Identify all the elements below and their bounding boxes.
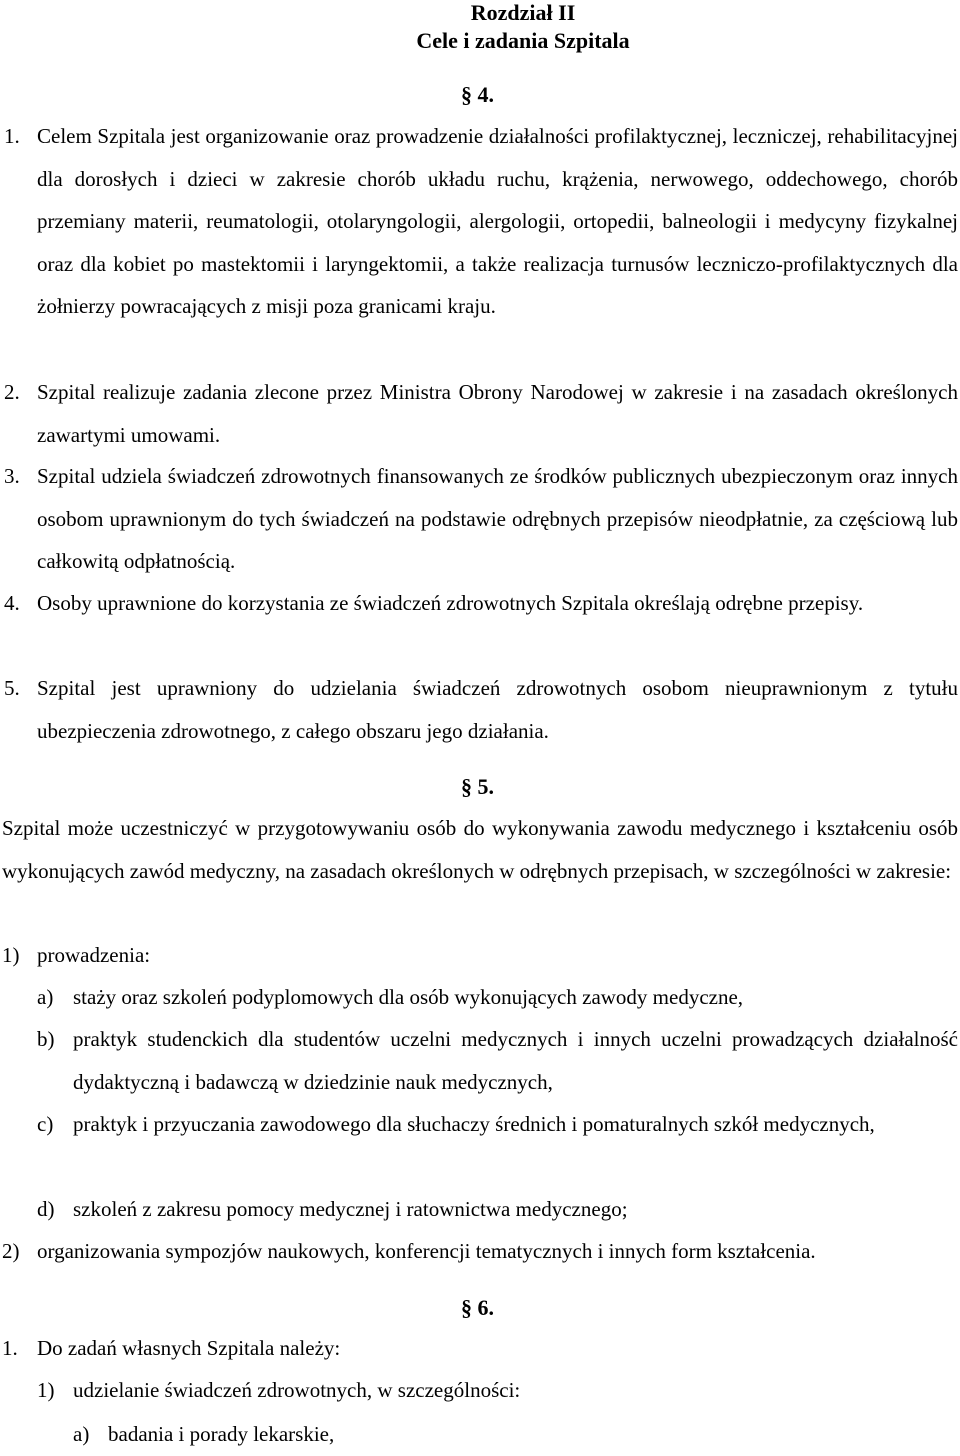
s5-sub-a-text: staży oraz szkoleń podyplomowych dla osób wykonujących zawody medyczne,: [73, 985, 744, 1009]
s5-point-1-text: prowadzenia:: [37, 943, 151, 967]
s4-item-2-number: 2.: [4, 380, 20, 404]
s5-sub-a-number: a): [37, 985, 54, 1009]
s6-item-1-number: 1.: [2, 1336, 18, 1360]
s5-point-1-number: 1): [2, 943, 20, 967]
s4-item-2-text: Szpital realizuje zadania zlecone przez Ministra Obrony Narodowej w zakresie i na zasadach określonych zawartymi umowami.: [37, 380, 958, 447]
s4-item-3-text: Szpital udziela świadczeń zdrowotnych finansowanych ze środków publicznych ubezpieczonym oraz innych osobom uprawnionym do tych świadczeń na podstawie odrębnych przepisów nieodpłatnie, za częściową lub całkowitą odpłatnością.: [37, 464, 958, 574]
s5-sub-d-number: d): [37, 1197, 55, 1221]
s4-item-4-text: Osoby uprawnione do korzystania ze świadczeń zdrowotnych Szpitala określają odrębne przepisy.: [37, 591, 864, 615]
section-4-heading: § 4.: [461, 82, 494, 107]
s6-point-1-number: 1): [37, 1378, 55, 1402]
s4-item-1-number: 1.: [4, 124, 20, 148]
s4-item-5-number: 5.: [4, 676, 20, 700]
chapter-title: Rozdział II: [470, 0, 576, 25]
s6-point-1-text: udzielanie świadczeń zdrowotnych, w szczególności:: [73, 1378, 521, 1402]
s5-sub-b-number: b): [37, 1027, 55, 1051]
chapter-subtitle: Cele i zadania Szpitala: [416, 28, 630, 53]
s5-point-2-text: organizowania sympozjów naukowych, konferencji tematycznych i innych form kształcenia.: [37, 1239, 816, 1263]
s4-item-3-number: 3.: [4, 464, 20, 488]
section-6-heading: § 6.: [461, 1295, 494, 1320]
s5-intro-text: Szpital może uczestniczyć w przygotowywaniu osób do wykonywania zawodu medycznego i kształceniu osób wykonujących zawód medyczny, na zasadach określonych w odrębnych przepisach, w szczególności w zakresie:: [2, 816, 958, 883]
s5-sub-c-text: praktyk i przyuczania zawodowego dla słuchaczy średnich i pomaturalnych szkół medycznych,: [73, 1112, 875, 1136]
s4-item-5-text: Szpital jest uprawniony do udzielania świadczeń zdrowotnych osobom nieuprawnionym z tytułu ubezpieczenia zdrowotnego, z całego obszaru jego działania.: [37, 676, 958, 743]
s4-item-4-number: 4.: [4, 591, 20, 615]
s5-sub-d-text: szkoleń z zakresu pomocy medycznej i ratownictwa medycznego;: [73, 1197, 628, 1221]
s5-sub-b-text: praktyk studenckich dla studentów uczelni medycznych i innych uczelni prowadzących działalność dydaktyczną i badawczą w dziedzinie nauk medycznych,: [73, 1027, 958, 1094]
s6-sub-a-number: a): [73, 1422, 90, 1446]
s4-item-1-text: Celem Szpitala jest organizowanie oraz prowadzenie działalności profilaktycznej, leczniczej, rehabilitacyjnej dla dorosłych i dzieci w zakresie chorób układu ruchu, krążenia, nerwowego, oddechowego, chorób przemiany materii, reumatologii, otolaryngologii, alergologii, ortopedii, balneologii i medycyny fizykalnej oraz dla kobiet po mastektomii i laryngektomii, a także realizacja turnusów leczniczo-profilaktycznych dla żołnierzy powracających z misji poza granicami kraju.: [37, 124, 958, 319]
s6-item-1-text: Do zadań własnych Szpitala należy:: [37, 1336, 341, 1360]
s5-point-2-number: 2): [2, 1239, 20, 1263]
s5-sub-c-number: c): [37, 1112, 54, 1136]
section-5-heading: § 5.: [461, 774, 494, 799]
s6-sub-a-text: badania i porady lekarskie,: [108, 1422, 335, 1446]
